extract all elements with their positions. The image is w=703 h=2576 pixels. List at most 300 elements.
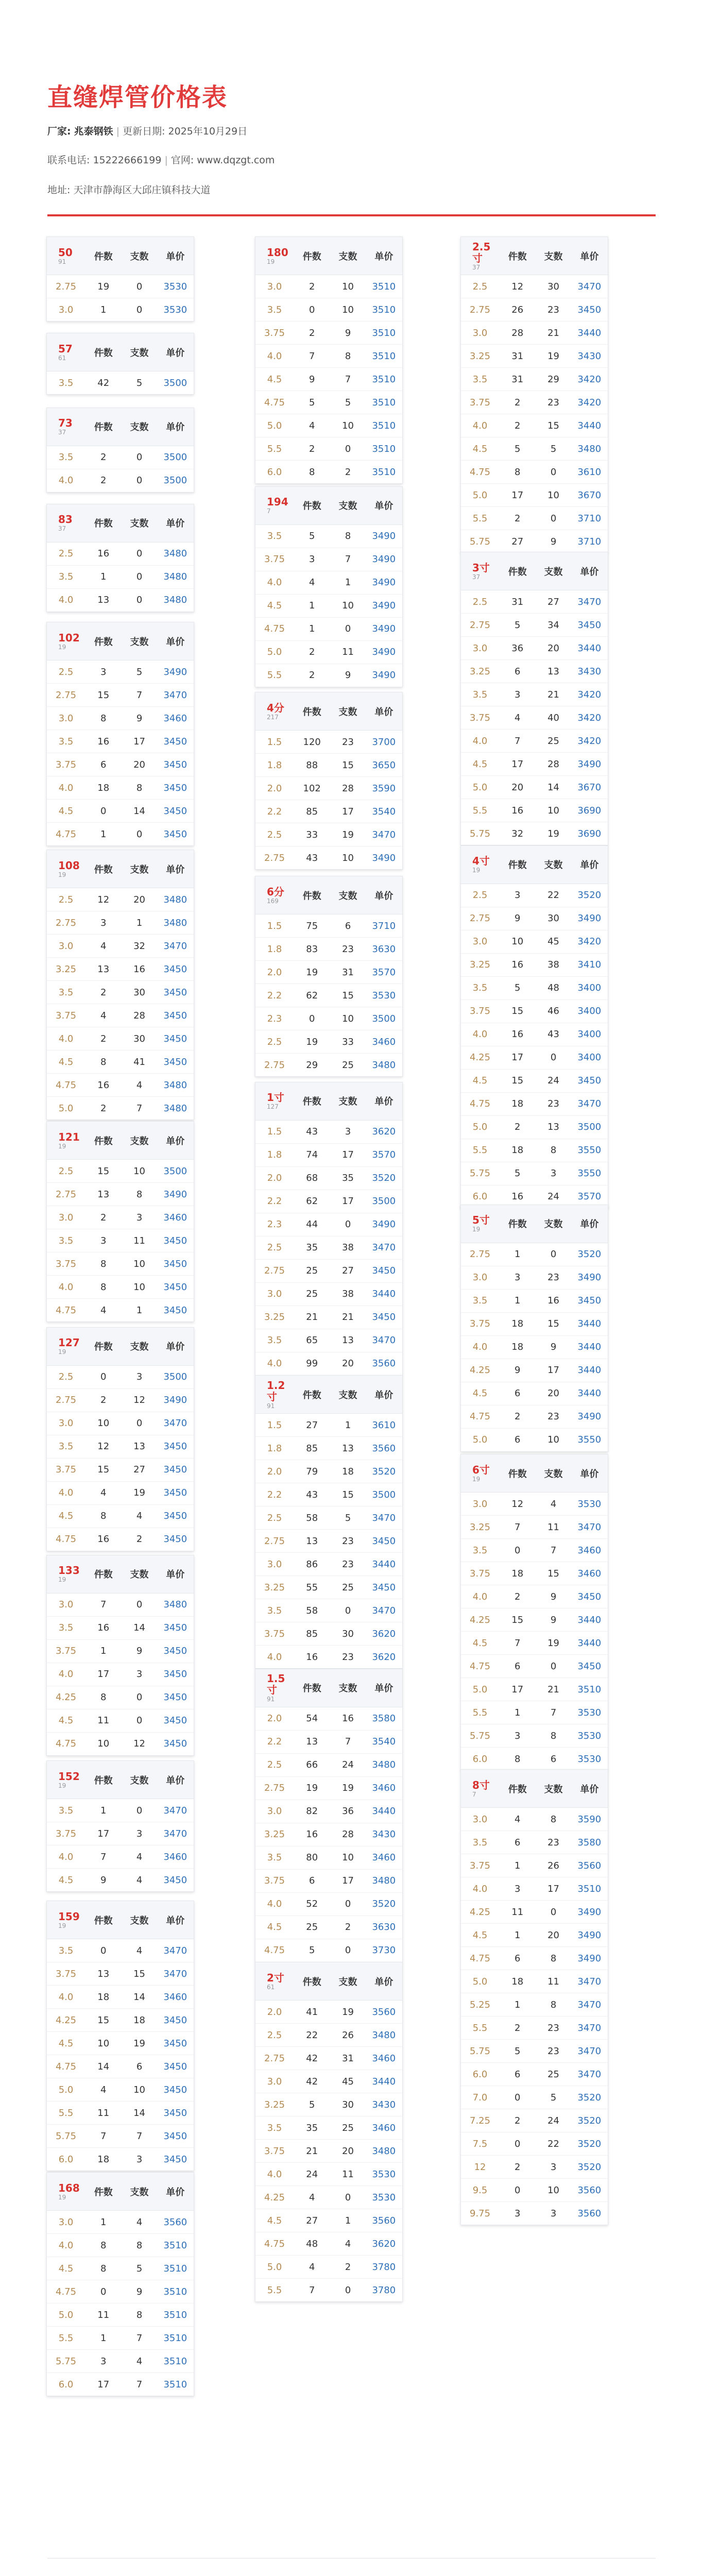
price-cell: 3450 — [366, 1576, 402, 1599]
table-row — [461, 1748, 608, 1771]
price-cell: 3450 — [366, 1259, 402, 1282]
thickness-cell: 3.75 — [461, 1312, 499, 1335]
thickness-cell: 1.8 — [255, 1437, 294, 1460]
pcs-cell: 12 — [122, 1388, 157, 1412]
pcs-cell: 28 — [122, 1004, 157, 1027]
price-cell: 3550 — [571, 1139, 608, 1162]
qty-cell: 17 — [499, 753, 536, 776]
pcs-cell: 5 — [330, 391, 365, 414]
price-cell: 3450 — [157, 2125, 194, 2148]
price-header: 单价 — [366, 1669, 402, 1707]
spec-count: 7 — [267, 507, 271, 515]
spec-header — [461, 846, 499, 884]
price-cell: 3610 — [571, 461, 608, 484]
thickness-cell: 4.0 — [461, 730, 499, 753]
thickness-cell: 4.75 — [255, 2232, 294, 2256]
table-row — [461, 1312, 608, 1335]
price-cell: 3470 — [571, 2040, 608, 2063]
price-cell: 3450 — [571, 1585, 608, 1608]
thickness-cell: 2.5 — [47, 888, 85, 911]
table-row — [255, 1599, 402, 1622]
pcs-cell: 8 — [122, 1183, 157, 1206]
pcs-cell: 4 — [122, 1869, 157, 1892]
qty-cell: 1 — [499, 1289, 536, 1312]
thickness-cell: 4.5 — [255, 2209, 294, 2232]
price-cell: 3460 — [366, 2116, 402, 2140]
price-header: 单价 — [157, 1555, 194, 1594]
qty-cell: 75 — [294, 914, 330, 938]
pcs-cell: 11 — [122, 1229, 157, 1252]
thickness-cell: 3.5 — [255, 1329, 294, 1352]
table-row — [461, 953, 608, 976]
qty-cell: 11 — [85, 2303, 122, 2327]
pcs-cell: 0 — [330, 437, 365, 461]
table-row — [461, 391, 608, 414]
price-header: 单价 — [157, 408, 194, 446]
thickness-cell: 3.0 — [47, 298, 85, 321]
thickness-cell: 3.25 — [47, 958, 85, 981]
price-cell: 3440 — [571, 1312, 608, 1335]
thickness-cell: 5.5 — [461, 1701, 499, 1724]
thickness-cell: 4.0 — [47, 2234, 85, 2257]
pcs-cell: 18 — [330, 1460, 365, 1483]
spec-header — [461, 237, 499, 275]
table-row — [47, 2257, 194, 2280]
pcs-cell: 10 — [330, 846, 365, 870]
qty-cell: 43 — [294, 1120, 330, 1143]
table-row — [255, 2256, 402, 2279]
price-cell: 3530 — [157, 298, 194, 321]
price-header: 单价 — [366, 487, 402, 525]
pcs-cell: 5 — [330, 1506, 365, 1530]
pcs-cell: 0 — [330, 1939, 365, 1962]
thickness-cell: 4.0 — [47, 1027, 85, 1050]
qty-cell: 21 — [294, 1306, 330, 1329]
qty-cell: 2 — [294, 640, 330, 664]
thickness-cell: 4.5 — [47, 2032, 85, 2055]
thickness-cell: 2.5 — [47, 1365, 85, 1388]
qty-cell: 2 — [499, 507, 536, 530]
price-cell: 3540 — [366, 800, 402, 823]
table-row — [461, 1162, 608, 1185]
thickness-cell: 5.0 — [461, 1678, 499, 1701]
price-cell: 3420 — [571, 706, 608, 730]
table-row — [47, 660, 194, 684]
table-row — [47, 1252, 194, 1276]
pcs-cell: 45 — [536, 930, 571, 953]
price-cell: 3450 — [157, 776, 194, 800]
thickness-cell: 3.75 — [255, 548, 294, 571]
price-cell: 3450 — [157, 1229, 194, 1252]
price-cell: 3470 — [571, 2063, 608, 2086]
thickness-cell: 2.0 — [255, 1707, 294, 1730]
price-cell: 3400 — [571, 999, 608, 1023]
qty-cell: 16 — [294, 1823, 330, 1846]
qty-cell: 11 — [499, 1901, 536, 1924]
thickness-cell: 2.75 — [461, 1243, 499, 1266]
table-row — [47, 2102, 194, 2125]
pcs-cell: 0 — [122, 298, 157, 321]
pcs-cell: 14 — [122, 1986, 157, 2009]
qty-cell: 11 — [85, 1709, 122, 1732]
thickness-cell: 6.0 — [255, 461, 294, 484]
spec-count: 19 — [58, 1782, 66, 1789]
qty-cell: 44 — [294, 1213, 330, 1236]
price-table — [255, 1962, 403, 2302]
pcs-cell: 8 — [536, 1724, 571, 1748]
pcs-cell: 23 — [536, 1831, 571, 1854]
table-row — [47, 1939, 194, 1962]
price-cell: 3450 — [157, 1276, 194, 1299]
price-cell: 3560 — [366, 2209, 402, 2232]
pcs-cell: 23 — [330, 1646, 365, 1669]
qty-cell: 7 — [294, 2279, 330, 2302]
table-row — [461, 1289, 608, 1312]
qty-cell: 68 — [294, 1166, 330, 1190]
price-cell: 3470 — [571, 275, 608, 298]
thickness-cell: 2.75 — [255, 1530, 294, 1553]
thickness-cell: 3.5 — [47, 1435, 85, 1458]
price-table — [460, 1454, 608, 1771]
thickness-cell: 4.75 — [47, 2055, 85, 2078]
pcs-cell: 23 — [536, 2016, 571, 2040]
thickness-cell: 4.5 — [461, 1924, 499, 1947]
price-cell: 3560 — [571, 1854, 608, 1877]
thickness-cell: 4.25 — [461, 1901, 499, 1924]
price-cell: 3590 — [366, 777, 402, 800]
thickness-cell: 6.0 — [461, 1748, 499, 1771]
price-table — [46, 2172, 194, 2396]
price-cell: 3530 — [571, 1748, 608, 1771]
date-label: 更新日期: — [123, 126, 165, 137]
pcs-cell: 23 — [536, 1266, 571, 1289]
spec-header — [255, 1669, 294, 1707]
price-cell: 3580 — [366, 1707, 402, 1730]
table-row — [47, 981, 194, 1004]
table-row — [255, 1823, 402, 1846]
table-row — [461, 614, 608, 637]
pcs-cell: 4 — [122, 1504, 157, 1528]
pcs-cell: 0 — [536, 507, 571, 530]
pcs-cell: 3 — [536, 2202, 571, 2225]
spec-header — [255, 1082, 294, 1121]
table-row — [461, 2040, 608, 2063]
qty-header: 件数 — [85, 408, 122, 446]
table-row — [255, 1646, 402, 1669]
qty-header: 件数 — [294, 1962, 330, 2001]
pcs-cell: 0 — [330, 1892, 365, 1916]
price-header: 单价 — [571, 237, 608, 275]
pcs-cell: 8 — [330, 524, 365, 548]
price-table — [460, 552, 608, 845]
thickness-cell: 4.0 — [461, 1023, 499, 1046]
price-cell: 3450 — [157, 1050, 194, 1074]
price-cell: 3450 — [157, 2032, 194, 2055]
qty-cell: 88 — [294, 754, 330, 777]
qty-cell: 13 — [85, 1962, 122, 1986]
table-row — [461, 2156, 608, 2179]
price-cell: 3510 — [157, 2234, 194, 2257]
thickness-cell: 5.5 — [461, 2016, 499, 2040]
thickness-cell: 2.3 — [255, 1007, 294, 1030]
spec-header — [47, 1555, 85, 1594]
price-cell: 3440 — [571, 1335, 608, 1359]
spec-name: 133 — [58, 1564, 80, 1577]
thickness-cell: 3.75 — [461, 999, 499, 1023]
thickness-cell: 4.0 — [255, 345, 294, 368]
thickness-cell: 5.0 — [255, 2256, 294, 2279]
qty-cell: 14 — [85, 2055, 122, 2078]
thickness-cell: 4.5 — [47, 1504, 85, 1528]
pcs-cell: 7 — [122, 2373, 157, 2396]
spec-header — [47, 504, 85, 543]
price-header: 单价 — [366, 876, 402, 914]
pcs-cell: 19 — [330, 1776, 365, 1800]
price-cell: 3470 — [157, 935, 194, 958]
qty-cell: 86 — [294, 1553, 330, 1576]
qty-cell: 2 — [85, 1388, 122, 1412]
pcs-cell: 16 — [122, 958, 157, 981]
spec-count: 7 — [472, 1790, 476, 1798]
price-cell: 3530 — [366, 2186, 402, 2209]
price-cell: 3450 — [157, 1481, 194, 1504]
maker-line: 厂家: 兆泰钢铁 | 更新日期: 2025年10月29日 — [47, 126, 248, 137]
qty-cell: 15 — [85, 684, 122, 707]
price-table — [46, 1327, 194, 1551]
table-row — [255, 1437, 402, 1460]
table-row — [47, 1732, 194, 1755]
thickness-cell: 3.75 — [47, 1962, 85, 1986]
qty-cell: 31 — [499, 345, 536, 368]
table-row — [461, 1359, 608, 1382]
pcs-cell: 5 — [122, 660, 157, 684]
pcs-cell: 5 — [122, 2257, 157, 2280]
thickness-cell: 3.5 — [47, 1939, 85, 1962]
price-header: 单价 — [157, 504, 194, 543]
table-row — [47, 684, 194, 707]
qty-cell: 33 — [294, 823, 330, 846]
table-row — [255, 1869, 402, 1892]
thickness-cell: 9.75 — [461, 2202, 499, 2225]
pcs-cell: 10 — [122, 2078, 157, 2102]
pcs-cell: 20 — [330, 1352, 365, 1375]
price-cell: 3470 — [571, 590, 608, 614]
pcs-cell: 17 — [536, 1359, 571, 1382]
table-row — [255, 1530, 402, 1553]
thickness-cell: 12 — [461, 2156, 499, 2179]
price-cell: 3450 — [157, 2102, 194, 2125]
qty-cell: 1 — [499, 1701, 536, 1724]
qty-header: 件数 — [294, 237, 330, 275]
spec-name: 83 — [58, 513, 73, 526]
thickness-cell: 4.5 — [461, 1632, 499, 1655]
update-date: 2025年10月29日 — [168, 126, 248, 137]
table-row — [461, 275, 608, 298]
thickness-cell: 2.2 — [255, 1483, 294, 1506]
qty-cell: 2 — [499, 1405, 536, 1428]
price-table — [255, 1669, 403, 1962]
thickness-cell: 5.5 — [255, 437, 294, 461]
table-row — [47, 2125, 194, 2148]
qty-cell: 4 — [85, 1481, 122, 1504]
thickness-cell: 5.0 — [255, 414, 294, 437]
price-cell: 3460 — [571, 1562, 608, 1585]
table-row — [255, 1483, 402, 1506]
pcs-cell: 22 — [536, 884, 571, 907]
thickness-cell: 3.25 — [461, 1516, 499, 1539]
price-cell: 3560 — [157, 2211, 194, 2234]
thickness-cell: 2.5 — [47, 1160, 85, 1183]
price-cell: 3440 — [366, 1282, 402, 1306]
price-header: 单价 — [571, 1770, 608, 1808]
thickness-cell: 5.0 — [47, 1097, 85, 1120]
thickness-cell: 5.5 — [255, 2279, 294, 2302]
table-row — [461, 776, 608, 799]
table-row — [461, 2132, 608, 2156]
qty-cell: 18 — [499, 1970, 536, 1993]
price-table — [46, 1901, 194, 2171]
pcs-cell: 23 — [330, 938, 365, 961]
thickness-cell: 1.8 — [255, 754, 294, 777]
thickness-cell: 3.0 — [47, 1206, 85, 1229]
table-row — [255, 1030, 402, 1054]
thickness-cell: 1.5 — [255, 1414, 294, 1437]
thickness-cell: 5.75 — [47, 2125, 85, 2148]
pcs-cell: 10 — [330, 414, 365, 437]
qty-cell: 8 — [499, 1748, 536, 1771]
spec-count: 19 — [58, 1142, 66, 1150]
qty-header: 件数 — [499, 1454, 536, 1493]
pcs-cell: 10 — [330, 594, 365, 617]
pcs-cell: 30 — [330, 2093, 365, 2116]
pcs-cell: 0 — [330, 1213, 365, 1236]
table-row — [47, 446, 194, 469]
pcs-cell: 9 — [536, 1335, 571, 1359]
qty-cell: 7 — [85, 2125, 122, 2148]
qty-cell: 7 — [85, 1845, 122, 1869]
site-link[interactable]: www.dqzgt.com — [197, 155, 275, 166]
pcs-cell: 17 — [122, 730, 157, 753]
pcs-cell: 17 — [330, 1190, 365, 1213]
spec-header — [47, 408, 85, 446]
spec-count: 19 — [267, 258, 275, 265]
qty-cell: 1 — [499, 1993, 536, 2016]
qty-cell: 4 — [294, 414, 330, 437]
qty-cell: 5 — [294, 1939, 330, 1962]
thickness-cell: 3.5 — [47, 1616, 85, 1639]
pcs-cell: 5 — [536, 2086, 571, 2109]
table-row — [255, 2116, 402, 2140]
spec-count: 127 — [267, 1103, 279, 1110]
thickness-cell: 4.5 — [461, 437, 499, 461]
thickness-cell: 4.75 — [255, 391, 294, 414]
table-row — [255, 1306, 402, 1329]
price-cell: 3450 — [157, 1252, 194, 1276]
price-cell: 3780 — [366, 2256, 402, 2279]
price-cell: 3450 — [157, 1686, 194, 1709]
qty-cell: 3 — [499, 884, 536, 907]
pcs-cell: 11 — [536, 1516, 571, 1539]
qty-cell: 19 — [294, 1030, 330, 1054]
pcs-cell: 15 — [122, 1962, 157, 1986]
spec-header — [255, 237, 294, 275]
pcs-cell: 8 — [536, 1808, 571, 1831]
price-table — [46, 408, 194, 493]
pcs-cell: 9 — [330, 321, 365, 345]
pcs-cell: 2 — [330, 461, 365, 484]
pcs-header: 支数 — [330, 487, 365, 525]
price-cell: 3450 — [157, 958, 194, 981]
thickness-cell: 4.75 — [461, 1092, 499, 1115]
pcs-cell: 45 — [330, 2070, 365, 2093]
qty-cell: 42 — [294, 2047, 330, 2070]
price-cell: 3490 — [366, 664, 402, 687]
phone-number[interactable]: 15222666199 — [93, 155, 162, 166]
price-cell: 3460 — [366, 2047, 402, 2070]
thickness-cell: 3.75 — [461, 1562, 499, 1585]
thickness-cell: 4.25 — [47, 2009, 85, 2032]
thickness-cell: 1.5 — [255, 914, 294, 938]
thickness-cell: 4.0 — [255, 1352, 294, 1375]
spec-name: 8寸 — [472, 1778, 490, 1791]
table-row — [255, 914, 402, 938]
price-cell: 3490 — [366, 846, 402, 870]
price-cell: 3510 — [366, 391, 402, 414]
price-table — [46, 333, 194, 395]
table-row — [255, 1892, 402, 1916]
site-label: 官网: — [170, 155, 194, 166]
pcs-cell: 30 — [536, 907, 571, 930]
pcs-cell: 6 — [536, 1748, 571, 1771]
qty-cell: 29 — [294, 1054, 330, 1077]
price-cell: 3470 — [366, 1506, 402, 1530]
qty-cell: 4 — [85, 1004, 122, 1027]
thickness-cell: 4.0 — [461, 414, 499, 437]
table-row — [461, 884, 608, 907]
price-cell: 3510 — [366, 321, 402, 345]
qty-cell: 7 — [499, 1516, 536, 1539]
qty-cell: 0 — [499, 1539, 536, 1562]
price-cell: 3470 — [571, 1970, 608, 1993]
spec-count: 19 — [58, 2193, 66, 2201]
pcs-cell: 0 — [122, 275, 157, 298]
thickness-cell: 3.0 — [461, 1266, 499, 1289]
thickness-cell: 6.0 — [47, 2373, 85, 2396]
pcs-cell: 41 — [122, 1050, 157, 1074]
table-row — [47, 1616, 194, 1639]
table-row — [47, 1986, 194, 2009]
qty-cell: 1 — [85, 823, 122, 846]
table-row — [47, 1458, 194, 1481]
table-row — [461, 1655, 608, 1678]
qty-cell: 5 — [499, 976, 536, 999]
price-cell: 3470 — [157, 1412, 194, 1435]
price-cell: 3560 — [571, 2179, 608, 2202]
spec-name: 2寸 — [267, 1971, 284, 1984]
pcs-cell: 0 — [536, 1046, 571, 1069]
thickness-cell: 3.25 — [255, 1576, 294, 1599]
pcs-cell: 7 — [122, 2125, 157, 2148]
table-row — [461, 1970, 608, 1993]
price-cell: 3460 — [366, 1776, 402, 1800]
price-cell: 3440 — [366, 1800, 402, 1823]
price-header: 单价 — [571, 552, 608, 590]
price-cell: 3520 — [571, 884, 608, 907]
thickness-cell: 2.5 — [47, 542, 85, 565]
table-row — [47, 1528, 194, 1551]
qty-cell: 54 — [294, 1707, 330, 1730]
pcs-cell: 15 — [536, 1312, 571, 1335]
